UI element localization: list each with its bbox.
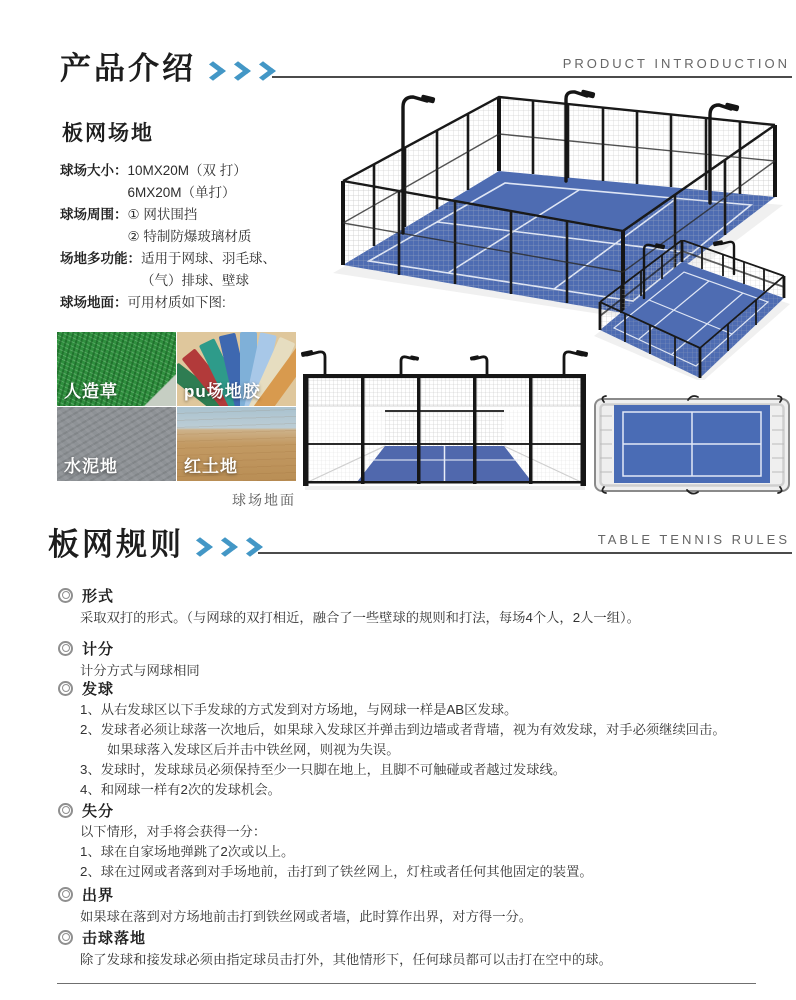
double-circle-bullet-icon: [58, 803, 73, 818]
rule-section-losing-point: [58, 800, 764, 882]
material-label: 人造草: [64, 382, 118, 401]
material-photo-artificial-grass: [57, 332, 176, 406]
double-circle-bullet-icon: [58, 681, 73, 696]
rule-heading-row: [58, 638, 764, 658]
spec-value-line: （气）排球、壁球: [141, 273, 249, 288]
paddle-court-top-view-render: [592, 392, 792, 497]
spec-value-line: 可用材质如下图:: [127, 295, 226, 310]
spec-label: 球场周围：: [60, 207, 128, 222]
spec-values: [128, 204, 252, 248]
rule-heading-row: [58, 678, 764, 698]
spec-value-line: 适用于网球、羽毛球、: [141, 251, 276, 266]
material-photo-cement: [57, 407, 176, 481]
double-circle-bullet-icon: [58, 641, 73, 656]
rule-section-scoring: [58, 638, 764, 681]
spec-label: 球场大小：: [60, 163, 128, 178]
spec-multifunction: [60, 248, 316, 292]
double-circle-bullet-icon: [58, 887, 73, 902]
rule-line: 2、发球者必须让球落一次地后，如果球入发球区并弹击到边墙或者背墙，视为有效发球，对手必须继续回击。: [80, 722, 726, 737]
rule-heading: 出界: [82, 886, 115, 904]
material-photo-pu-surface: [177, 332, 296, 406]
double-circle-bullet-icon: [58, 930, 73, 945]
triple-chevron-icon: [192, 539, 258, 555]
rule-section-form: [58, 585, 764, 628]
spec-court-size: [60, 160, 316, 204]
chevron-right-icon: [225, 61, 251, 80]
rule-body: [80, 906, 764, 927]
rule-heading: 击球落地: [82, 929, 147, 947]
materials-caption: 球场地面: [232, 492, 296, 508]
rule-heading: 计分: [82, 640, 115, 658]
rule-body: [80, 607, 764, 628]
spec-values: [141, 248, 276, 292]
spec-value-line: 6MX20M（单打）: [127, 185, 236, 200]
rule-heading-row: [58, 927, 764, 947]
court-spec-list: [60, 160, 316, 314]
spec-value-line: 10MX20M（双 打）: [127, 163, 247, 178]
spec-label: 球场地面：: [60, 295, 128, 310]
header-english-label: PRODUCT INTRODUCTION: [562, 56, 790, 71]
chevron-right-icon: [200, 61, 226, 80]
spec-values: [128, 160, 247, 204]
paddle-court-3d-render-high-angle: [584, 240, 794, 380]
rule-heading: 形式: [82, 587, 115, 605]
rule-heading-row: [58, 884, 764, 904]
rule-body: [80, 700, 764, 800]
spec-values: [128, 292, 226, 314]
rule-line: 如果球落入发球区后并击中铁丝网，则视为失误。: [107, 742, 400, 757]
rule-section-serving: [58, 678, 764, 800]
rule-heading: 发球: [82, 680, 115, 698]
rule-body: [80, 822, 764, 882]
rule-line: 2、球在过网或者落到对手场地前，击打到了铁丝网上，灯柱或者任何其他固定的装置。: [80, 864, 593, 879]
rule-section-volley: [58, 927, 764, 970]
material-photo-red-clay: [177, 407, 296, 481]
header-rule-line: [272, 76, 792, 78]
rule-line: 以下情形，对手将会获得一分：: [80, 824, 267, 839]
rule-line: 计分方式与网球相同: [80, 663, 200, 678]
court-section-heading: 板网场地: [62, 122, 154, 145]
rule-heading: 失分: [82, 802, 115, 820]
footer-rule-line: [57, 983, 756, 984]
rule-heading-row: [58, 800, 764, 820]
rules-section-title: 板网规则: [48, 527, 184, 562]
material-label: pu场地胶: [184, 382, 261, 401]
page-title: 产品介绍: [60, 51, 196, 86]
rule-line: 3、发球时，发球球员必须保持至少一只脚在地上，且脚不可触碰或者越过发球线。: [80, 762, 567, 777]
material-label: 水泥地: [64, 457, 118, 476]
surface-materials-grid: [57, 332, 296, 481]
spec-value-line: ② 特制防爆玻璃材质: [127, 229, 252, 244]
rule-line: 4、和网球一样有2次的发球机会。: [80, 782, 281, 797]
spec-label: 场地多功能：: [60, 251, 141, 266]
triple-chevron-icon: [205, 63, 271, 79]
material-label: 红土地: [184, 457, 238, 476]
chevron-right-icon: [212, 537, 238, 556]
rule-body: [80, 949, 764, 970]
rule-section-out-of-bounds: [58, 884, 764, 927]
spec-court-ground: [60, 292, 316, 314]
paddle-court-front-view-render: [297, 348, 592, 496]
header-rule-line: [258, 552, 792, 554]
rule-line: 1、球在自家场地弹跳了2次或以上。: [80, 844, 295, 859]
header-english-label: TABLE TENNIS RULES: [597, 532, 790, 547]
chevron-right-icon: [187, 537, 213, 556]
double-circle-bullet-icon: [58, 588, 73, 603]
rule-line: 除了发球和接发球必须由指定球员击打外，其他情形下，任何球员都可以击打在空中的球。: [80, 952, 612, 967]
spec-court-surround: [60, 204, 316, 248]
spec-value-line: ① 网状围挡: [127, 207, 198, 222]
rule-heading-row: [58, 585, 764, 605]
rule-line: 采取双打的形式。（与网球的双打相近，融合了一些壁球的规则和打法，每场4个人，2人一组）。: [80, 610, 640, 625]
rule-line: 1、从右发球区以下手发球的方式发到对方场地，与网球一样是AB区发球。: [80, 702, 518, 717]
rule-line: 如果球在落到对方场地前击打到铁丝网或者墙，此时算作出界，对方得一分。: [80, 909, 533, 924]
